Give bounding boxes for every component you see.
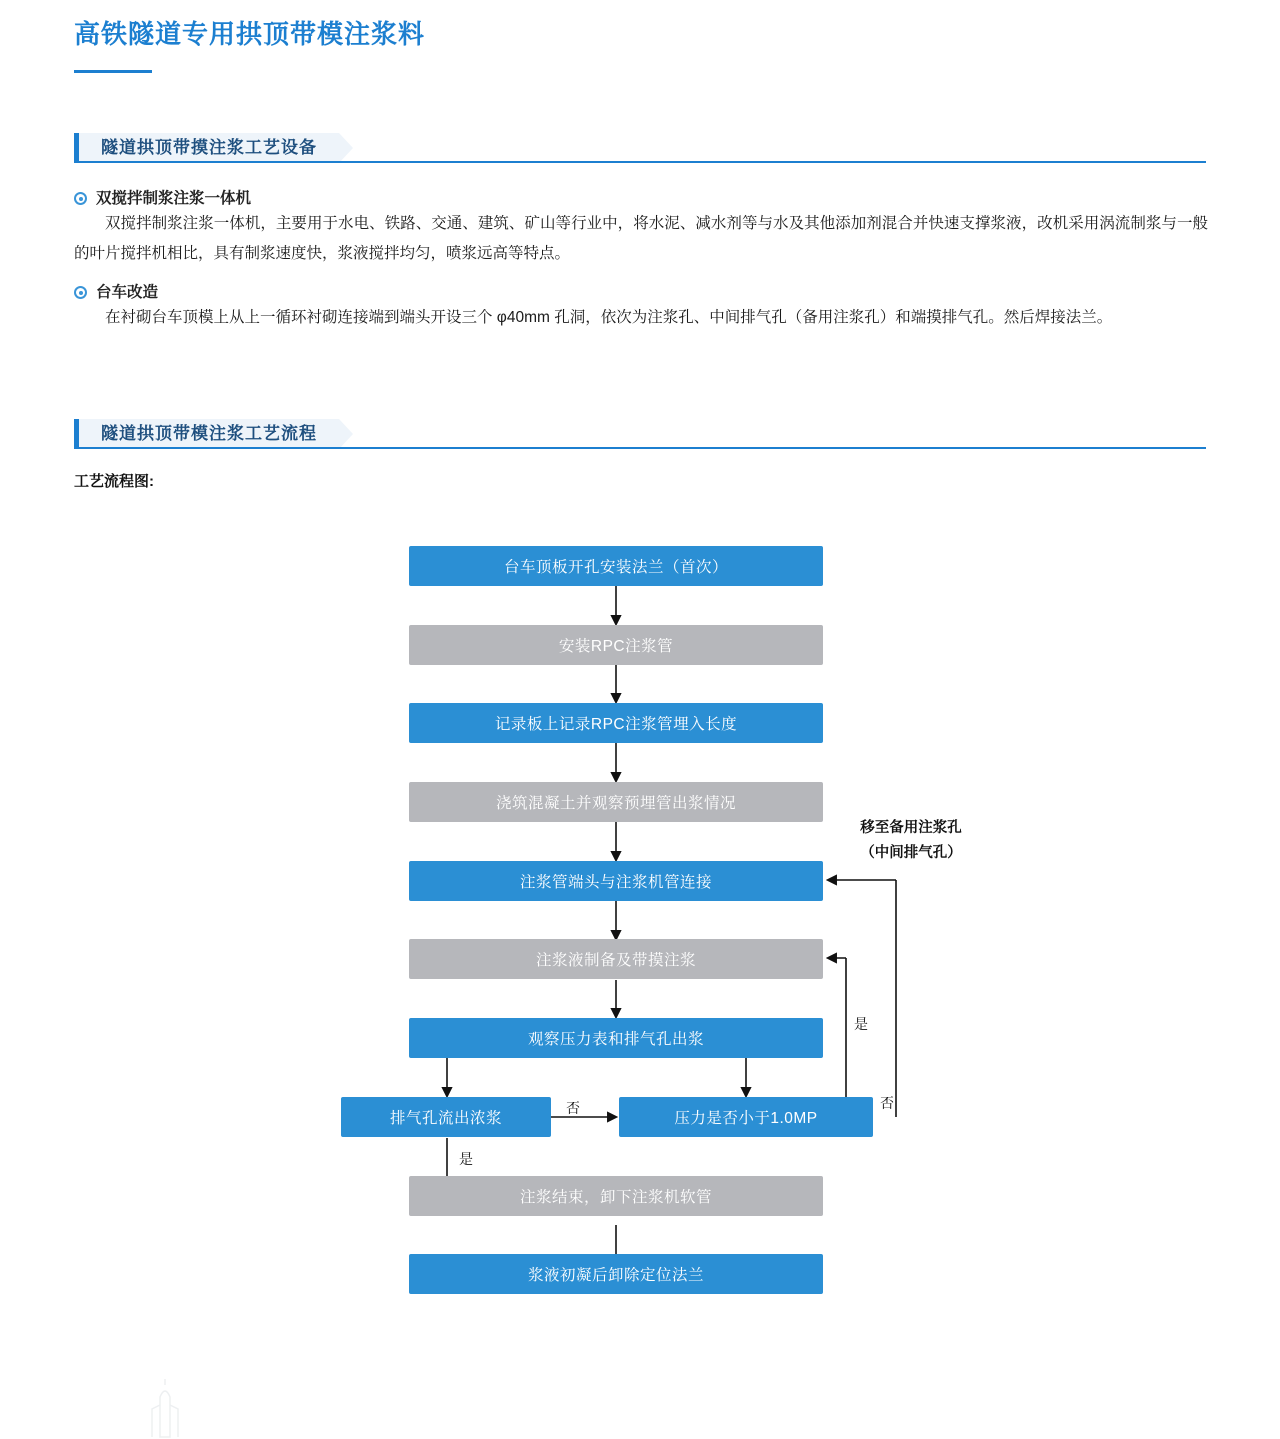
bullet-item-1 [74, 186, 251, 208]
edge-label-no-loop: 否 [880, 1095, 894, 1111]
bullet-dot-icon [74, 286, 87, 299]
edge-label-yes-loop: 是 [854, 1016, 868, 1032]
bullet-item-2-label: 台车改造 [96, 284, 159, 301]
section-header-process-label: 隧道拱顶带模注浆工艺流程 [74, 419, 339, 449]
flow-node-10[interactable]: 注浆结束，卸下注浆机软管 [409, 1176, 823, 1216]
process-flowchart [0, 510, 1280, 1330]
title-underline [74, 70, 152, 73]
watermark-graphic [130, 1379, 200, 1439]
flow-node-2[interactable]: 安装RPC注浆管 [409, 625, 823, 665]
paragraph-2: 在衬砌台车顶模上从上一循环衬砌连接端到端头开设三个 φ40mm 孔洞，依次为注浆孔、中间排气孔（备用注浆孔）和端摸排气孔。然后焊接法兰。 [105, 309, 1113, 326]
paragraph-1: 双搅拌制浆注浆一体机，主要用于水电、铁路、交通、建筑、矿山等行业中，将水泥、减水剂等与水及其他添加剂混合并快速支撑浆液，改机采用涡流制浆与一般的叶片搅拌机相比，具有制浆速度快，浆液搅拌均匀，喷浆远高等特点。 [74, 215, 1208, 262]
flowchart-caption: 工艺流程图: [74, 473, 154, 490]
flow-node-11[interactable]: 浆液初凝后卸除定位法兰 [409, 1254, 823, 1294]
flow-node-1[interactable]: 台车顶板开孔安装法兰（首次） [409, 546, 823, 586]
flow-node-8[interactable]: 排气孔流出浓浆 [341, 1097, 551, 1137]
bullet-item-1-label: 双搅拌制浆注浆一体机 [96, 190, 252, 207]
edge-label-yes-from-n8: 是 [459, 1151, 473, 1167]
section-rule-process [74, 447, 1206, 449]
bullet-item-2 [74, 280, 158, 302]
bullet-dot-icon [74, 192, 87, 205]
edge-label-no-from-n8: 否 [566, 1100, 580, 1116]
flow-node-5[interactable]: 注浆管端头与注浆机管连接 [409, 861, 823, 901]
flow-node-9[interactable]: 压力是否小于1.0MP [619, 1097, 873, 1137]
page-title: 高铁隧道专用拱顶带模注浆料 [74, 19, 426, 49]
flow-annotation-line2: （中间排气孔） [860, 845, 962, 861]
section-header-equipment [74, 133, 339, 163]
flow-node-3[interactable]: 记录板上记录RPC注浆管埋入长度 [409, 703, 823, 743]
flow-annotation-line1: 移至备用注浆孔 [860, 820, 962, 836]
flow-annotation [836, 816, 986, 866]
section-header-equipment-label: 隧道拱顶带摸注浆工艺设备 [74, 133, 339, 163]
flow-node-4[interactable]: 浇筑混凝土并观察预埋管出浆情况 [409, 782, 823, 822]
flow-node-7[interactable]: 观察压力表和排气孔出浆 [409, 1018, 823, 1058]
flow-node-6[interactable]: 注浆液制备及带摸注浆 [409, 939, 823, 979]
section-header-process [74, 419, 339, 449]
section-rule-equipment [74, 161, 1206, 163]
